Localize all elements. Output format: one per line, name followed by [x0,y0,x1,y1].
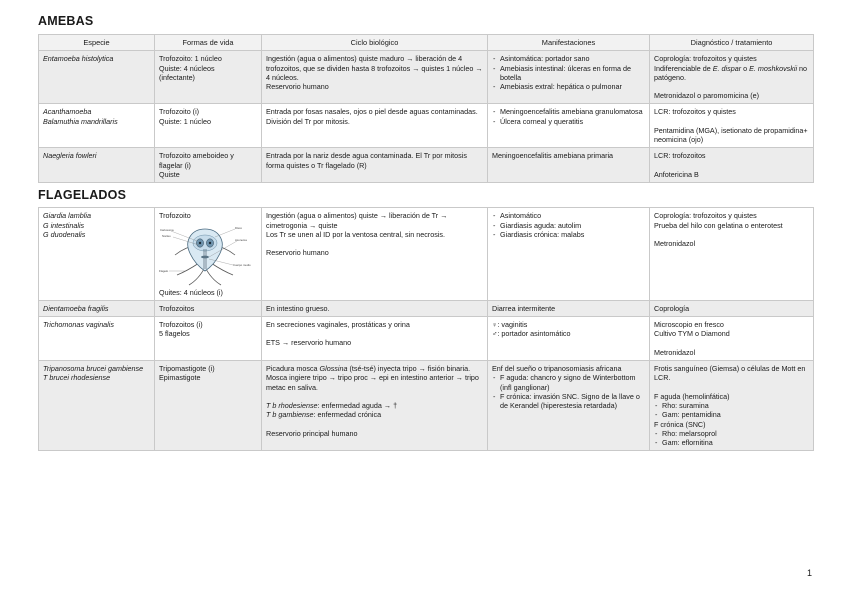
header-ciclo: Ciclo biológico [262,35,488,51]
diag-line: Cultivo TYM o Diamond [654,329,730,339]
diag-line [654,64,809,83]
cell-diagnostico [650,104,814,148]
table-header-row [39,35,814,51]
cell-manifestaciones [488,51,650,104]
cycle-text: ETS → reservorio humano [266,338,352,348]
list-item: - F crónica: invasión SNC. Signo de la llave o de Kerandel (hiperestesia retardada) [492,392,645,411]
diag-line: Prueba del hilo con gelatina o enterotest [654,220,783,230]
figure-label: Cuerpo medio [233,262,251,267]
species-name: Dientamoeba fragilis [43,303,109,313]
treatment-line: Metronidazol [654,238,696,248]
species-name: Acanthamoeba [43,107,92,117]
cell-formas [155,104,262,148]
section-title-amebas: AMEBAS [38,14,94,28]
diag-text: no patógeno. [654,63,808,82]
species-name: Balamuthia mandrillaris [43,116,118,126]
diag-line: F aguda (hemolinfática) [654,391,730,401]
header-diagnostico: Diagnóstico / tratamiento [650,35,814,51]
species-ref: E. moshkovskii [749,63,798,73]
amebas-table [38,34,814,183]
cell-manifestaciones [488,300,650,316]
cell-diagnostico [650,300,814,316]
diag-line: Coprología [654,303,690,313]
species-name: Trichomonas vaginalis [43,320,114,330]
cycle-text: Reservorio humano [266,82,329,92]
form-line: Trofozoito ameboideo y flagelar (i) [159,151,234,170]
diag-text: o [741,63,750,73]
form-line: (infectante) [159,72,195,82]
cycle-text: Entrada por la nariz desde agua contaminada. El Tr por mitosis forma quistes o Tr flagelado (R) [266,151,467,170]
form-line: Trofozoito: 1 núcleo [159,54,222,64]
cycle-fragment: : enfermedad aguda → † [317,400,398,410]
cell-diagnostico [650,51,814,104]
list-item: - F aguda: chancro y signo de Winterbottom (infl ganglionar) [492,373,645,392]
cell-ciclo [262,361,488,451]
cycle-fragment: (tsé-tsé) inyecta tripo → fisión binaria. [347,364,471,374]
figure-label: Flagelo [159,268,169,273]
cell-formas [155,148,262,183]
cycle-text: Reservorio humano [266,248,329,258]
treatment-line: Metronidazol [654,347,696,357]
cell-especie [39,208,155,301]
cell-formas [155,51,262,104]
form-line: Tripomastigote (i) [159,364,215,374]
species-name: Entamoeba histolytica [43,54,114,64]
diag-line: F crónica (SNC) [654,419,706,429]
diag-line: Frotis sanguíneo (Giemsa) o células de Mott en LCR. [654,364,806,383]
cell-formas [155,317,262,361]
treatment-line: Anfotericina B [654,169,699,179]
document-page [38,12,813,451]
cycle-text: Entrada por fosas nasales, ojos o piel desde aguas contaminadas. División del Tr por mitosis. [266,107,478,126]
cell-especie [39,300,155,316]
form-line: Trofozoito [159,211,191,221]
table-row [39,51,814,104]
species-ref: E. dispar [712,63,742,73]
figure-label: Núcleo [162,233,171,238]
cycle-text: Mosca ingiere tripo → tripo proc → epi en intestino anterior → tripo metac en saliva. [266,373,479,392]
list-item: - Amebiasis extral: hepática o pulmonar [492,82,645,91]
species-name: G duodenalis [43,229,86,239]
list-item: - Gam: pentamidina [654,410,809,419]
form-line: 5 flagelos [159,329,190,339]
list-item: - Giardiasis crónica: malabs [492,230,645,239]
header-manifestaciones: Manifestaciones [488,35,650,51]
cell-ciclo [262,51,488,104]
manif-text: ♀: vaginitis [492,320,528,330]
form-line: Quiste [159,169,180,179]
cycle-text: Ingestión (agua o alimentos) quiste maduro → liberación de 4 trofozoitos, que se dividen hasta 8 trofozoitos → quistes 1 núcleo → 4 núcleos. [266,54,483,82]
manif-text: ♂: portador asintomático [492,329,571,339]
figure-label: Cariosoma [160,227,174,232]
list-item: - Úlcera corneal y queratitis [492,117,645,126]
cell-especie [39,51,155,104]
manif-text: Diarrea intermitente [492,303,556,313]
cycle-text: Ingestión (agua o alimentos) quiste → liberación de Tr → cimetrogonia → quiste [266,211,448,230]
cycle-text: En secreciones vaginales, prostáticas y orina [266,320,410,330]
cell-manifestaciones [488,208,650,301]
species-name: Giardia lamblia [43,211,91,221]
diag-text: Indiferenciable de [654,63,713,73]
table-row [39,361,814,451]
cell-ciclo [262,208,488,301]
list-item: - Meningoencefalitis amebiana granulomatosa [492,107,645,116]
cell-manifestaciones [488,317,650,361]
cell-especie [39,317,155,361]
list-item: - Amebiasis intestinal: úlceras en forma de botella [492,64,645,83]
treatment-line: Pentamidina (MGA), isetionato de propamidina+ neomicina (ojo) [654,125,808,145]
table-row [39,300,814,316]
cycle-text [266,410,483,419]
header-especie: Especie [39,35,155,51]
cell-especie [39,148,155,183]
treatment-line: Metronidazol o paromomicina (e) [654,91,760,101]
species-name: Tripanosoma brucei gambiense [43,364,144,374]
cell-diagnostico [650,208,814,301]
diag-line: LCR: trofozoitos y quistes [654,107,736,117]
species-ref: T b rhodesiense [266,400,318,410]
flagelados-table [38,207,814,451]
diag-line: Coprología: trofozoitos y quistes [654,211,757,221]
cell-diagnostico [650,317,814,361]
cell-ciclo [262,104,488,148]
figure-label: Disco [235,225,242,230]
figure-label: Axonema [235,237,247,242]
species-name: T brucei rhodesiense [43,373,111,383]
manif-text: Enf del sueño o tripanosomiasis africana [492,364,622,374]
cell-formas [155,300,262,316]
cell-diagnostico [650,148,814,183]
cycle-text [266,364,483,373]
page-number: 1 [806,568,812,578]
list-item: - Asintomático [492,211,645,220]
form-line: Quiste: 1 núcleo [159,116,211,126]
table-row [39,317,814,361]
form-line: Quites: 4 núcleos (i) [159,287,223,297]
cell-especie [39,361,155,451]
cell-ciclo [262,317,488,361]
species-name: G intestinalis [43,220,85,230]
section-title-flagelados: FLAGELADOS [38,188,127,203]
list-item: - Rho: suramina [654,401,809,410]
cycle-text: Los Tr se unen al ID por la ventosa central, sin necrosis. [266,229,445,239]
table-row [39,208,814,301]
table-row [39,104,814,148]
diag-line: Coprología: trofozoitos y quistes [654,54,757,64]
cycle-text: En intestino grueso. [266,303,330,313]
list-item: - Gam: eflornitina [654,438,809,447]
list-item: - Asintomática: portador sano [492,54,645,63]
manif-text: Meningoencefalitis amebiana primaria [492,151,614,161]
form-line: Trofozoitos [159,303,195,313]
cycle-text: Reservorio principal humano [266,428,358,438]
cell-formas [155,361,262,451]
cycle-fragment: Picadura mosca [266,364,320,374]
cell-formas [155,208,262,301]
cell-manifestaciones [488,361,650,451]
cell-manifestaciones [488,148,650,183]
form-line: Trofozoitos (i) [159,320,203,330]
list-item: - Giardiasis aguda: autolim [492,221,645,230]
cycle-text [266,401,483,410]
species-ref: T b gambiense [266,410,314,420]
cycle-fragment: : enfermedad crónica [313,410,382,420]
table-row [39,148,814,183]
vector-name: Glossina [319,364,348,374]
cell-especie [39,104,155,148]
form-line: Epimastigote [159,373,201,383]
header-formas: Formas de vida [155,35,262,51]
form-line: Quiste: 4 núcleos [159,63,215,73]
cell-manifestaciones [488,104,650,148]
giardia-trophozoite-figure [159,223,251,287]
cell-ciclo [262,300,488,316]
form-line: Trofozoito (i) [159,107,200,117]
diag-line: LCR: trofozoitos [654,151,706,161]
cell-ciclo [262,148,488,183]
species-name: Naegleria fowleri [43,151,97,161]
diag-line: Microscopio en fresco [654,320,724,330]
cell-diagnostico [650,361,814,451]
list-item: - Rho: melarsoprol [654,429,809,438]
